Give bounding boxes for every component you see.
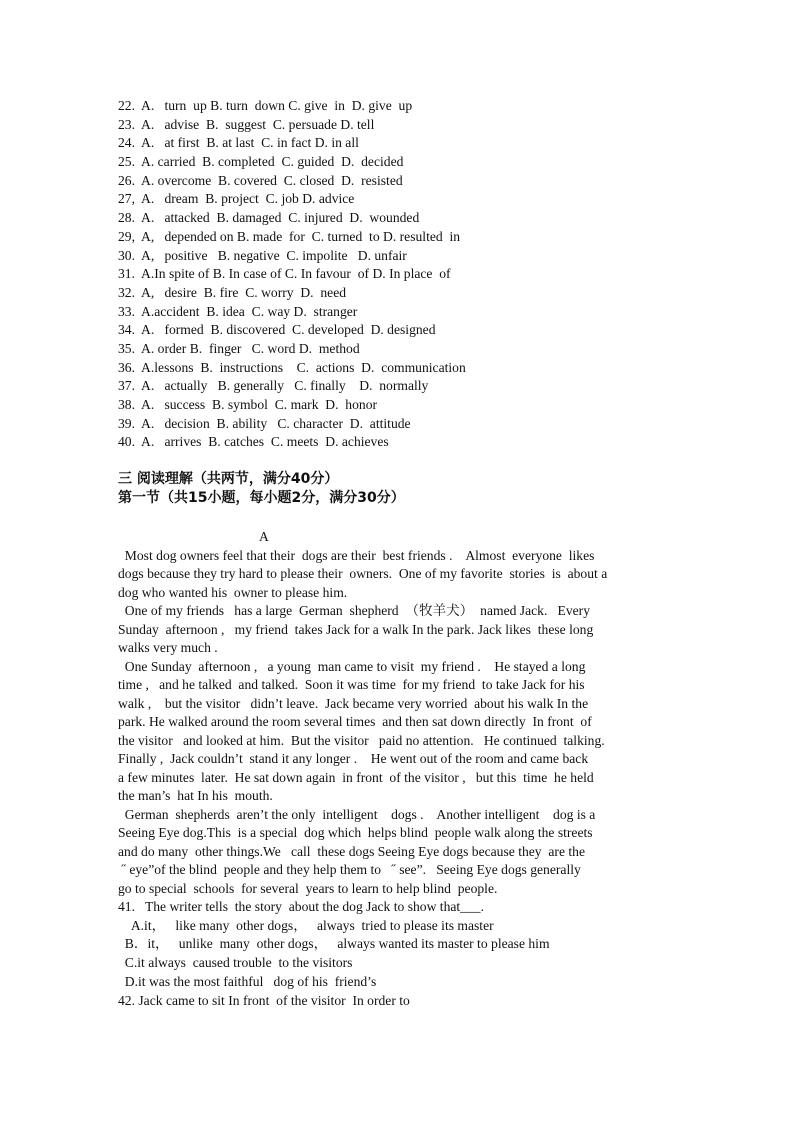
passage-line: walk , but the visitor didn’t leave. Jack became very worried about his walk In the [118,695,589,711]
option-line: 36. A.lessons B. instructions C. actions D. communication [118,359,466,375]
option-line: 27, A. dream B. project C. job D. advice [118,191,355,207]
option-line: 37. A. actually B. generally C. finally D. normally [118,378,429,394]
passage-line: German shepherds aren’t the only intelligent dogs . Another intelligent dog is a [118,806,596,822]
passage-title: A [259,529,269,544]
passage-line: One Sunday afternoon , a young man came to visit my friend . He stayed a long [118,658,586,674]
option-line: 38. A. success B. symbol C. mark D. honor [118,397,378,412]
option-line: 25. A. carried B. completed C. guided D. decided [118,154,404,170]
option-line: 34. A. formed B. discovered C. developed D. designed [118,322,436,338]
option-line: 39. A. decision B. ability C. character D. attitude [118,415,411,431]
option-line: 33. A.accident B. idea C. way D. stranger [118,303,358,319]
question-line: 42. Jack came to sit In front of the visitor In order to [118,992,410,1008]
option-line: 32. A, desire B. fire C. worry D. need [118,284,347,300]
question-option: D.it was the most faithful dog of his friend’s [118,973,377,989]
question-option: B．it， unlike many other dogs， always wanted its master to please him [118,936,550,952]
passage-line: Finally , Jack couldn’t stand it any longer . He went out of the room and came back [118,751,589,766]
passage-line: and do many other things.We call these dogs Seeing Eye dogs because they are the [118,843,585,859]
section-heading: 三 阅读理解（共两节，满分40分） [118,471,339,487]
option-line: 23. A. advise B. suggest C. persuade D. tell [118,116,375,132]
question-line: 41. The writer tells the story about the dog Jack to show that___. [118,899,484,914]
passage-line: a few minutes later. He sat down again in front of the visitor , but this time he held [118,769,594,785]
option-line: 28. A. attacked B. damaged C. injured D. wounded [118,210,420,226]
section-subheading: 第一节（共15小题，每小题2分，满分30分） [118,490,405,506]
passage-line: walks very much . [118,640,218,655]
option-line: 30. A, positive B. negative C. impolite D. unfair [118,247,407,263]
passage-line: the man’s hat In his mouth. [118,788,273,803]
passage-line: dogs because they try hard to please their owners. One of my favorite stories is about a [118,566,608,581]
option-line: 40. A. arrives B. catches C. meets D. achieves [118,434,389,450]
reading-section-header [118,470,738,508]
option-line: 31. A.In spite of B. In case of C. In favour of D. In place of [118,266,451,282]
option-line: 22. A. turn up B. turn down C. give in D. give up [118,98,413,113]
passage-line: the visitor and looked at him. But the visitor paid no attention. He continued talking. [118,732,605,748]
reading-passage [118,528,718,1010]
question-option: C.it always caused trouble to the visitors [118,955,353,971]
passage-line: park. He walked around the room several times and then sat down directly In front of [118,714,592,729]
option-line: 35. A. order B. finger C. word D. method [118,340,360,356]
question-option: A.it， like many other dogs， always tried to please its master [118,917,494,933]
passage-line: ˝ eye”of the blind people and they help them to ˝ see”. Seeing Eye dogs generally [118,862,581,877]
passage-line: dog who wanted his owner to please him. [118,584,348,600]
passage-line: Sunday afternoon , my friend takes Jack for a walk In the park. Jack likes these long [118,621,594,637]
passage-line: Seeing Eye dog.This is a special dog which helps blind people walk along the streets [118,825,593,840]
passage-line: go to special schools for several years to learn to help blind people. [118,880,498,896]
option-line: 29, A, depended on B. made for C. turned to D. resulted in [118,228,461,244]
passage-line: One of my friends has a large German shepherd （牧羊犬） named Jack. Every [118,603,590,618]
passage-line: time , and he talked and talked. Soon it was time for my friend to take Jack for his [118,677,585,692]
option-line: 24. A. at first B. at last C. in fact D. in all [118,135,359,151]
option-line: 26. A. overcome B. covered C. closed D. resisted [118,172,403,188]
answer-options-list [118,97,738,452]
passage-line: Most dog owners feel that their dogs are their best friends . Almost everyone likes [118,547,595,563]
